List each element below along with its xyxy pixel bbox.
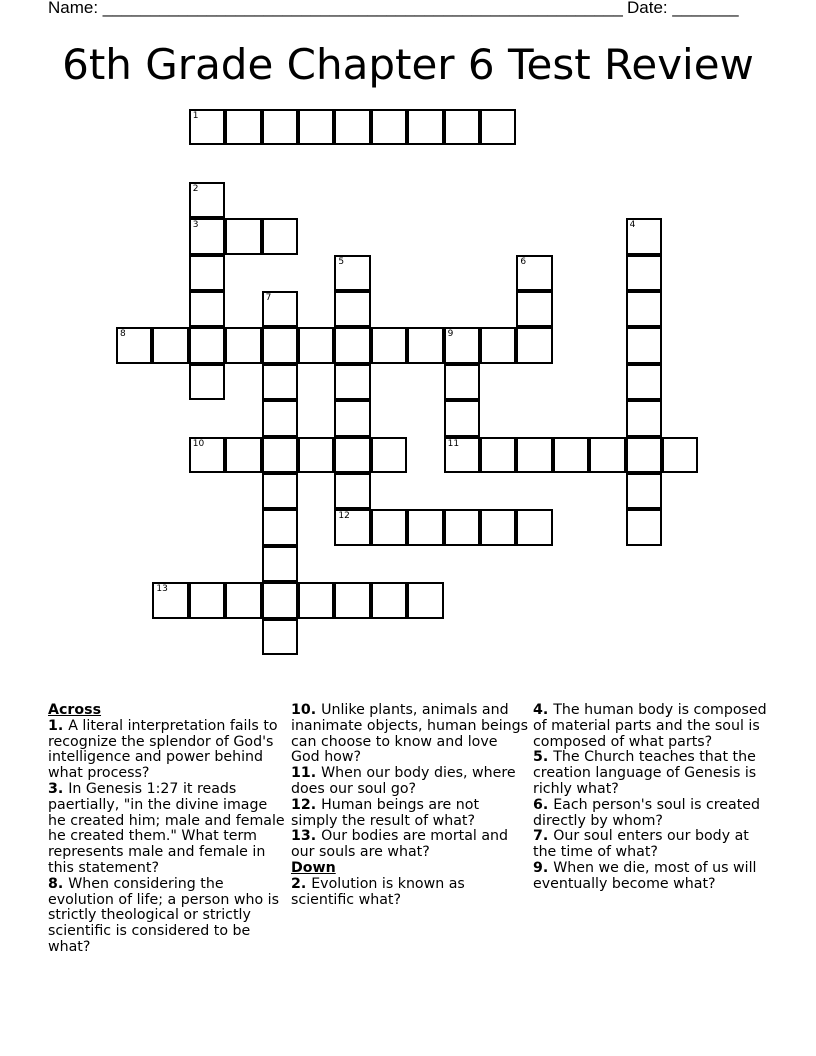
down-clue: 5. The Church teaches that the creation language of Genesis is richly what? (533, 749, 757, 797)
clue-number: 11 (291, 765, 311, 782)
crossword-cell[interactable] (444, 400, 480, 436)
crossword-cell[interactable] (589, 437, 625, 473)
crossword-cell[interactable] (262, 109, 298, 145)
crossword-cell[interactable] (116, 327, 152, 363)
crossword-cell[interactable] (626, 255, 662, 291)
crossword-cell[interactable] (189, 437, 225, 473)
crossword-cell[interactable] (626, 291, 662, 327)
crossword-cell[interactable] (152, 327, 188, 363)
clue-number: 6 (520, 256, 527, 267)
clue-number: 12 (291, 796, 311, 813)
clue-text: When considering the evolution of life; a person who is strictly theological or strictly scientific is considered to be what? (48, 875, 279, 955)
crossword-cell[interactable] (225, 327, 261, 363)
across-clue: 1. A literal interpretation fails to recognize the splendor of God's intelligence and power behind what process? (48, 717, 278, 782)
clue-number: 2 (291, 875, 301, 892)
clue-number: 11 (447, 438, 460, 449)
across-clue: 12. Human beings are not simply the result of what? (291, 796, 480, 829)
crossword-cell[interactable] (444, 509, 480, 545)
clue-number: 8 (48, 875, 58, 892)
crossword-cell[interactable] (371, 327, 407, 363)
crossword-cell[interactable] (480, 327, 516, 363)
clue-text: The human body is composed of material parts and the soul is composed of what parts? (533, 702, 767, 750)
crossword-cell[interactable] (189, 255, 225, 291)
clue-text: Unlike plants, animals and inanimate objects, human beings can choose to know and love God how? (291, 702, 529, 766)
crossword-cell[interactable] (334, 291, 370, 327)
crossword-cell[interactable] (262, 619, 298, 655)
page-title: 6th Grade Chapter 6 Test Review (62, 40, 754, 89)
down-clue: 6. Each person's soul is created directly by whom? (533, 796, 761, 829)
crossword-cell[interactable] (444, 109, 480, 145)
crossword-cell[interactable] (225, 582, 261, 618)
crossword-cell[interactable] (262, 327, 298, 363)
crossword-cell[interactable] (407, 582, 443, 618)
crossword-cell[interactable] (334, 255, 370, 291)
clue-number: 13 (291, 828, 311, 845)
crossword-cell[interactable] (371, 582, 407, 618)
crossword-cell[interactable] (225, 437, 261, 473)
crossword-cell[interactable] (262, 364, 298, 400)
crossword-cell[interactable] (189, 291, 225, 327)
crossword-cell[interactable] (189, 364, 225, 400)
crossword-cell[interactable] (225, 109, 261, 145)
down-heading: Down (291, 859, 336, 876)
clue-number: 4 (629, 220, 636, 231)
crossword-cell[interactable] (553, 437, 589, 473)
date-field[interactable]: Date: _______ (627, 0, 739, 17)
crossword-cell[interactable] (371, 109, 407, 145)
crossword-cell[interactable] (626, 437, 662, 473)
clue-text: Our bodies are mortal and our souls are what? (291, 828, 509, 861)
crossword-cell[interactable] (516, 509, 552, 545)
crossword-cell[interactable] (626, 400, 662, 436)
clue-text: Human beings are not simply the result of what? (291, 796, 480, 829)
crossword-cell[interactable] (444, 327, 480, 363)
crossword-cell[interactable] (298, 582, 334, 618)
clue-number: 10 (192, 438, 205, 449)
crossword-cell[interactable] (334, 473, 370, 509)
crossword-cell[interactable] (626, 327, 662, 363)
crossword-cell[interactable] (516, 255, 552, 291)
crossword-cell[interactable] (662, 437, 698, 473)
clue-number: 9 (447, 329, 454, 340)
crossword-cell[interactable] (262, 582, 298, 618)
clues-column-2 (291, 703, 529, 908)
clue-text: The Church teaches that the creation language of Genesis is richly what? (533, 749, 757, 797)
crossword-cell[interactable] (480, 509, 516, 545)
clue-text: When our body dies, where does our soul go? (291, 765, 516, 797)
clue-text: Our soul enters our body at the time of what? (533, 828, 749, 861)
crossword-cell[interactable] (262, 473, 298, 509)
crossword-cell[interactable] (262, 546, 298, 582)
crossword-cell[interactable] (152, 582, 188, 618)
crossword-cell[interactable] (334, 109, 370, 145)
across-clue: 3. In Genesis 1:27 it reads paertially, "in the divine image he created him; male and female he created them." What term represents male and female in this statement? (48, 780, 285, 876)
down-clue: 4. The human body is composed of material parts and the soul is composed of what parts? (533, 702, 767, 750)
crossword-cell[interactable] (516, 291, 552, 327)
crossword-cell[interactable] (444, 437, 480, 473)
clue-text: Evolution is known as scientific what? (291, 875, 465, 908)
across-clue: 8. When considering the evolution of life; a person who is strictly theological or strictly scientific is considered to be what? (48, 875, 279, 955)
crossword-cell[interactable] (371, 509, 407, 545)
crossword-cell[interactable] (298, 437, 334, 473)
crossword-cell[interactable] (626, 473, 662, 509)
crossword-cell[interactable] (480, 437, 516, 473)
clues-column-3 (533, 703, 771, 893)
crossword-cell[interactable] (334, 364, 370, 400)
crossword-cell[interactable] (298, 109, 334, 145)
crossword-cell[interactable] (262, 437, 298, 473)
across-clue: 11. When our body dies, where does our soul go? (291, 765, 516, 797)
crossword-cell[interactable] (189, 109, 225, 145)
down-clue: 9. When we die, most of us will eventually become what? (533, 859, 757, 892)
crossword-cell[interactable] (262, 509, 298, 545)
clue-number: 12 (338, 511, 350, 522)
crossword-cell[interactable] (626, 509, 662, 545)
clue-number: 5 (338, 256, 345, 267)
clue-text: In Genesis 1:27 it reads paertially, "in the divine image he created him; male and female he created them." What term represents male and female in this statement? (48, 780, 285, 876)
clue-number: 7 (265, 293, 272, 303)
across-heading: Across (48, 702, 102, 718)
clues-column-1 (48, 703, 286, 956)
crossword-cell[interactable] (516, 437, 552, 473)
crossword-cell[interactable] (262, 218, 298, 254)
crossword-cell[interactable] (444, 364, 480, 400)
crossword-cell[interactable] (334, 437, 370, 473)
crossword-cell[interactable] (626, 218, 662, 254)
clue-number: 5 (533, 749, 543, 766)
crossword-cell[interactable] (262, 291, 298, 327)
across-clue: 10. Unlike plants, animals and inanimate objects, human beings can choose to know and love God how? (291, 702, 529, 766)
down-clue: 7. Our soul enters our body at the time of what? (533, 828, 749, 861)
clue-number: 3 (48, 780, 58, 797)
clue-number: 6 (533, 796, 543, 813)
crossword-cell[interactable] (189, 218, 225, 254)
crossword-cell[interactable] (371, 437, 407, 473)
crossword-cell[interactable] (516, 327, 552, 363)
crossword-cell[interactable] (407, 509, 443, 545)
crossword-cell[interactable] (480, 109, 516, 145)
clue-number: 1 (48, 717, 58, 734)
crossword-cell[interactable] (262, 400, 298, 436)
clue-number: 4 (533, 702, 543, 718)
crossword-cell[interactable] (334, 582, 370, 618)
across-clue: 13. Our bodies are mortal and our souls are what? (291, 828, 509, 861)
crossword-cell[interactable] (334, 509, 370, 545)
clue-number: 8 (120, 329, 126, 340)
name-field[interactable]: Name: _______________________________________________________ (48, 0, 623, 17)
crossword-cell[interactable] (407, 109, 443, 145)
clue-number: 2 (192, 183, 199, 194)
crossword-cell[interactable] (189, 582, 225, 618)
clue-number: 13 (156, 584, 168, 595)
clue-text: When we die, most of us will eventually become what? (533, 859, 757, 892)
clue-number: 3 (192, 220, 199, 231)
crossword-cell[interactable] (189, 182, 225, 218)
clue-number: 9 (533, 859, 543, 876)
crossword-cell[interactable] (626, 364, 662, 400)
crossword-cell[interactable] (225, 218, 261, 254)
crossword-cell[interactable] (334, 400, 370, 436)
clue-number: 1 (192, 111, 199, 121)
crossword-cell[interactable] (407, 327, 443, 363)
crossword-cell[interactable] (189, 327, 225, 363)
crossword-cell[interactable] (334, 327, 370, 363)
clue-number: 7 (533, 828, 543, 845)
clue-text: A literal interpretation fails to recognize the splendor of God's intelligence and power behind what process? (48, 717, 278, 782)
clue-number: 10 (291, 702, 311, 718)
clue-text: Each person's soul is created directly by whom? (533, 796, 761, 829)
down-clue: 2. Evolution is known as scientific what? (291, 875, 465, 908)
crossword-cell[interactable] (298, 327, 334, 363)
